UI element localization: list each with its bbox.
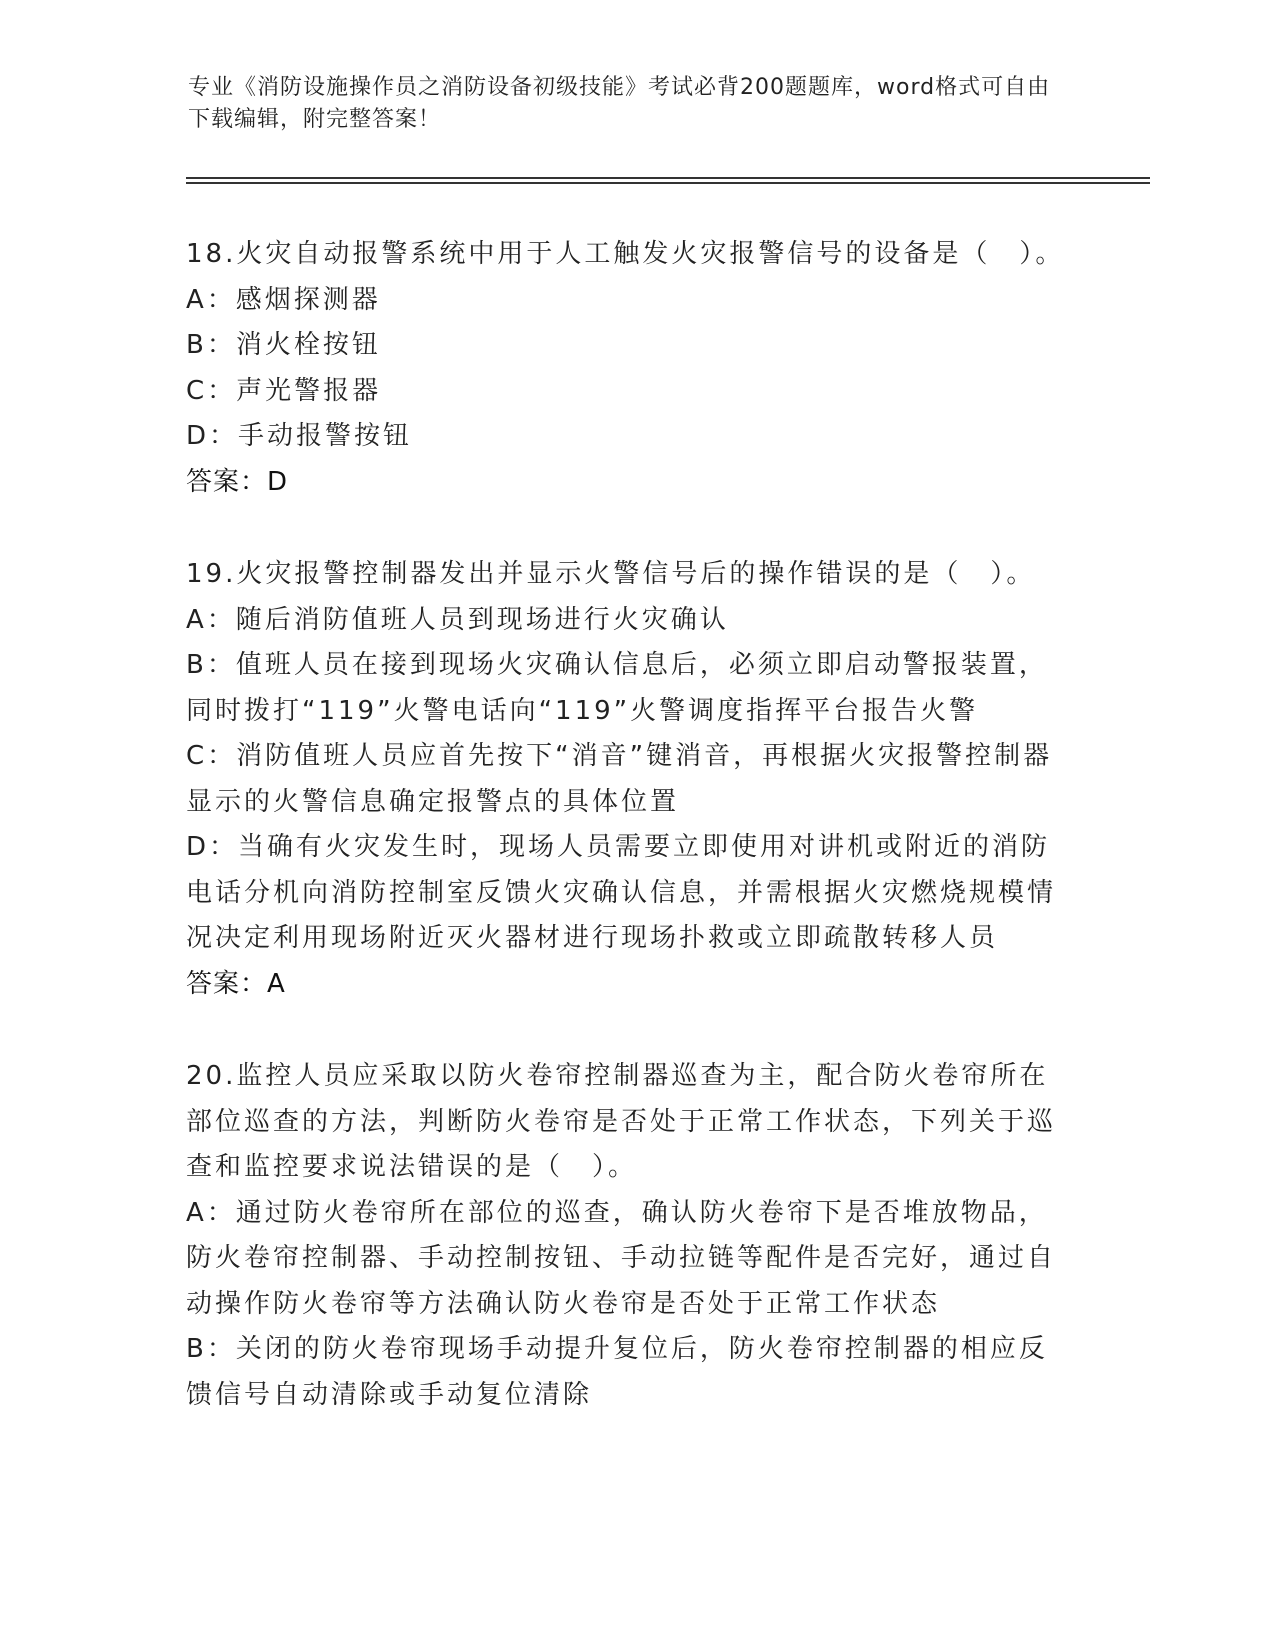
option-d: D：当确有火灾发生时，现场人员需要立即使用对讲机或附近的消防电话分机向消防控制室反馈火灾确认信息，并需根据火灾燃烧规模情况决定利用现场附近灭火器材进行现场扑救或立即疏散转移人员	[186, 832, 1057, 953]
question-19	[186, 552, 1076, 1007]
question-stem: 19.火灾报警控制器发出并显示火警信号后的操作错误的是（ ）。	[186, 559, 1036, 589]
option-c: C：声光警报器	[186, 375, 382, 406]
option-b: B：值班人员在接到现场火灾确认信息后，必须立即启动警报装置，同时拨打“119”火警电话向“119”火警调度指挥平台报告火警	[186, 650, 1048, 726]
option-a: A：随后消防值班人员到现场进行火灾确认	[186, 604, 729, 635]
question-20	[186, 1054, 1076, 1418]
option-a: A：感烟探测器	[186, 284, 381, 315]
option-b: B：关闭的防火卷帘现场手动提升复位后，防火卷帘控制器的相应反馈信号自动清除或手动复位清除	[186, 1334, 1048, 1410]
option-c: C：消防值班人员应首先按下“消音”键消音，再根据火灾报警控制器显示的火警信息确定报警点的具体位置	[186, 741, 1053, 817]
option-a: A：通过防火卷帘所在部位的巡查，确认防火卷帘下是否堆放物品，防火卷帘控制器、手动控制按钮、手动拉链等配件是否完好，通过自动操作防火卷帘等方法确认防火卷帘是否处于正常工作状态	[186, 1197, 1057, 1319]
option-d: D：手动报警按钮	[186, 421, 413, 451]
header-divider-top	[186, 177, 1150, 179]
question-18	[186, 232, 1076, 505]
header-text: 专业《消防设施操作员之消防设备初级技能》考试必背200题题库，word格式可自由下载编辑，附完整答案！	[188, 75, 1051, 132]
question-stem: 20.监控人员应采取以防火卷帘控制器巡查为主，配合防火卷帘所在部位巡查的方法，判断防火卷帘是否处于正常工作状态，下列关于巡查和监控要求说法错误的是（ ）。	[186, 1061, 1057, 1182]
answer: 答案：A	[186, 968, 286, 999]
page-header	[188, 72, 1068, 136]
option-b: B：消火栓按钮	[186, 330, 381, 360]
answer: 答案：D	[186, 466, 289, 497]
question-list	[186, 232, 1076, 1465]
question-stem: 18.火灾自动报警系统中用于人工触发火灾报警信号的设备是（ ）。	[186, 239, 1065, 269]
header-divider-bottom	[186, 182, 1150, 184]
